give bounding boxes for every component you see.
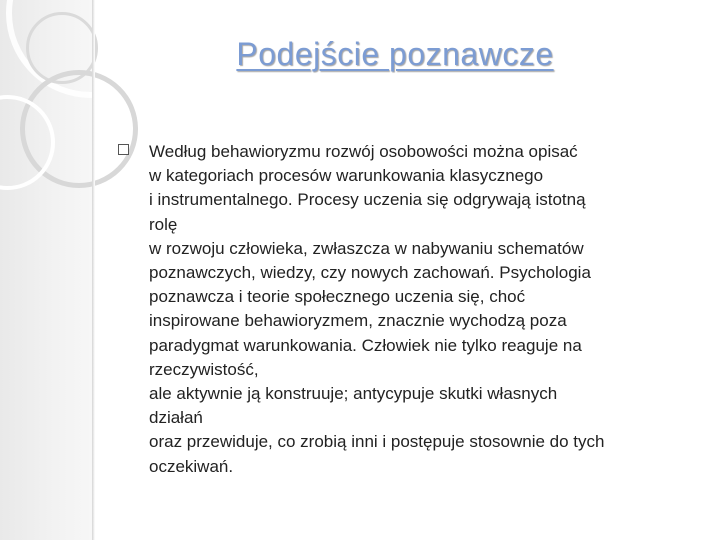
text-line: poznawczych, wiedzy, czy nowych zachowań. Psychologia	[149, 263, 591, 283]
text-line: w kategoriach procesów warunkowania klasycznego	[149, 166, 544, 186]
text-line: i instrumentalnego. Procesy uczenia się odgrywają istotną	[149, 190, 586, 210]
text-line: rolę	[149, 214, 178, 234]
decorative-side-panel	[0, 0, 92, 540]
text-line: działań	[149, 408, 203, 428]
text-line: oraz przewiduje, co zrobią inni i postępuje stosownie do tych	[149, 432, 605, 452]
text-line: poznawcza i teorie społecznego uczenia się, choć	[149, 287, 526, 307]
text-line: paradygmat warunkowania. Człowiek nie tylko reaguje na	[149, 335, 582, 355]
text-line: rzeczywistość,	[149, 359, 259, 379]
text-line: w rozwoju człowieka, zwłaszcza w nabywaniu schematów	[149, 238, 584, 258]
text-line: Według behawioryzmu rozwój osobowości można opisać	[149, 142, 578, 161]
text-line: inspirowane behawioryzmem, znacznie wychodzą poza	[149, 311, 567, 331]
bullet-text	[149, 140, 694, 479]
side-panel-edge	[92, 0, 95, 540]
text-line: ale aktywnie ją konstruuje; antycypuje skutki własnych	[149, 384, 558, 404]
text-line: oczekiwań.	[149, 456, 234, 476]
slide-title: Podejście poznawcze	[236, 36, 554, 72]
checkbox-bullet-icon	[118, 144, 129, 155]
